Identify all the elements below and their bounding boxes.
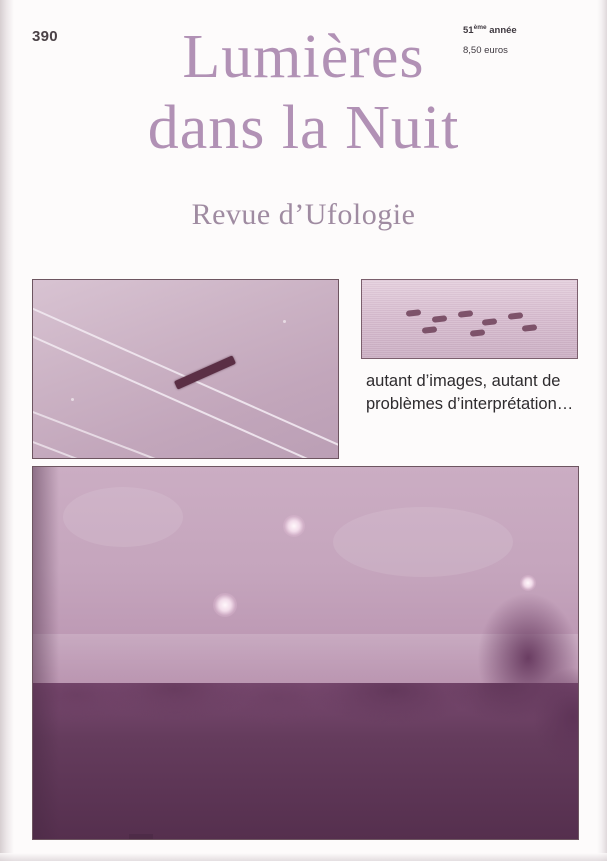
formation-blip	[522, 324, 538, 332]
year-ordinal-suffix: ème	[473, 24, 487, 31]
night-light-3	[520, 575, 536, 591]
night-bottom-notch	[129, 834, 153, 839]
formation-blip	[482, 318, 498, 326]
issue-number: 390	[32, 28, 58, 45]
power-line-2	[32, 318, 339, 459]
night-left-vignette	[33, 467, 59, 839]
masthead-subtitle: Revue d’Ufologie	[191, 198, 416, 231]
photo-speck	[283, 320, 286, 323]
formation-blip	[422, 326, 438, 334]
cover-caption: autant d’images, autant de problèmes d’interprétation…	[366, 372, 574, 413]
power-line-1	[32, 290, 339, 459]
formation-blip	[508, 312, 524, 320]
formation-blip	[458, 310, 474, 318]
price-label: 8,50 euros	[463, 45, 508, 57]
photo-night-landscape	[32, 466, 579, 840]
formation-blip	[406, 309, 422, 317]
photo-formation-strip	[361, 279, 578, 359]
photo-power-lines	[32, 279, 339, 459]
year-number: 51	[463, 25, 474, 37]
scan-edge-bottom	[0, 853, 607, 861]
title-line-1: Lumières	[182, 23, 425, 91]
title-line-2: dans la Nuit	[147, 94, 460, 162]
year-word: année	[486, 25, 517, 37]
night-light-1	[283, 515, 305, 537]
masthead-title	[0, 22, 607, 164]
formation-blip	[470, 329, 486, 337]
photo-speck	[71, 398, 74, 401]
night-bush-right	[438, 562, 579, 802]
film-blotch	[63, 487, 183, 547]
formation-blip	[432, 315, 448, 323]
night-light-2	[213, 593, 237, 617]
